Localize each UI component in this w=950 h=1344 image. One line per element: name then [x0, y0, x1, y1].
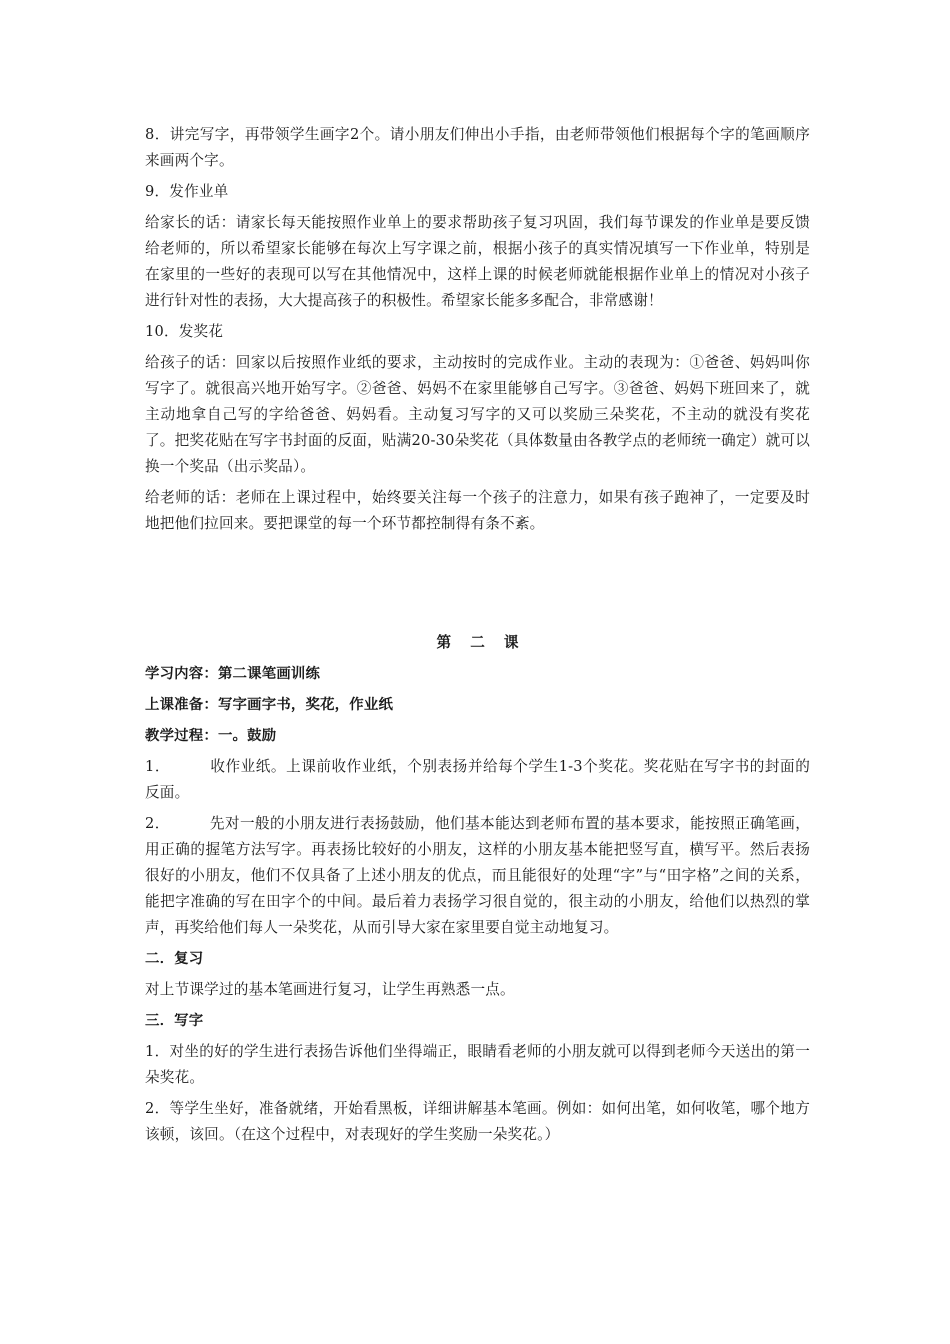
lesson-2-title: 第 二 课 — [436, 634, 519, 651]
review-section-text: 对上节课学过的基本笔画进行复习，让学生再熟悉一点。 — [145, 981, 515, 998]
teacher-note-paragraph: 给老师的话：老师在上课过程中，始终要关注每一个孩子的注意力，如果有孩子跑神了，一定要及时地把他们拉回来。要把课堂的每一个环节都控制得有条不紊。 — [145, 489, 810, 532]
item-8-paragraph: 8．讲完写字，再带领学生画字2个。请小朋友们伸出小手指，由老师带领他们根据每个字的笔画顺序来画两个字。 — [145, 126, 810, 169]
child-note-paragraph: 给孩子的话：回家以后按照作业纸的要求，主动按时的完成作业。主动的表现为：①爸爸、妈妈叫你写字了。就很高兴地开始写字。②爸爸、妈妈不在家里能够自己写字。③爸爸、妈妈下班回来了，就主动地拿自己写的字给爸爸、妈妈看。主动复习写字的又可以奖励三朵奖花，不主动的就没有奖花了。把奖花贴在写字书封面的反面，贴满20-30朵奖花（具体数量由各教学点的老师统一确定）就可以换一个奖品（出示奖品）。 — [145, 354, 810, 475]
section-spacer — [145, 542, 810, 630]
teaching-process: 教学过程：一。鼓励 — [145, 728, 277, 744]
writing-item-1: 1．对坐的好的学生进行表扬告诉他们坐得端正，眼睛看老师的小朋友就可以得到老师今天送出的第一朵奖花。 — [145, 1043, 810, 1086]
step-2-number: 2． — [145, 815, 170, 832]
class-preparation: 上课准备：写字画字书，奖花，作业纸 — [145, 697, 394, 713]
step-2-paragraph — [145, 811, 810, 941]
writing-section-title: 三．写字 — [145, 1013, 204, 1029]
writing-item-2: 2．等学生坐好，准备就绪，开始看黑板，详细讲解基本笔画。例如：如何出笔，如何收笔，哪个地方该顿，该回。（在这个过程中，对表现好的学生奖励一朵奖花。） — [145, 1100, 810, 1143]
item-9-title: 9．发作业单 — [145, 183, 229, 200]
step-1-number: 1． — [145, 758, 170, 775]
document-page — [145, 122, 810, 1153]
learning-content: 学习内容：第二课笔画训练 — [145, 666, 321, 682]
step-1-text: 收作业纸。上课前收作业纸，个别表扬并给每个学生1-3个奖花。奖花贴在写字书的封面的反面。 — [145, 758, 810, 801]
parent-note-paragraph: 给家长的话：请家长每天能按照作业单上的要求帮助孩子复习巩固，我们每节课发的作业单是要反馈给老师的，所以希望家长能够在每次上写字课之前，根据小孩子的真实情况填写一下作业单，特别是在家里的一些好的表现可以写在其他情况中，这样上课的时候老师就能根据作业单上的情况对小孩子进行针对性的表扬，大大提高孩子的积极性。希望家长能多多配合，非常感谢！ — [145, 214, 810, 309]
step-2-text: 先对一般的小朋友进行表扬鼓励，他们基本能达到老师布置的基本要求，能按照正确笔画，用正确的握笔方法写字。再表扬比较好的小朋友，这样的小朋友基本能把竖写直，横写平。然后表扬很好的小朋友，他们不仅具备了上述小朋友的优点，而且能很好的处理“字”与“田字格”之间的关系，能把字准确的写在田字个的中间。最后着力表扬学习很自觉的，很主动的小朋友，给他们以热烈的掌声，再奖给他们每人一朵奖花，从而引导大家在家里要自觉主动地复习。 — [145, 815, 810, 936]
item-10-title: 10．发奖花 — [145, 323, 224, 340]
review-section-title: 二．复习 — [145, 951, 204, 967]
step-1-paragraph — [145, 754, 810, 806]
